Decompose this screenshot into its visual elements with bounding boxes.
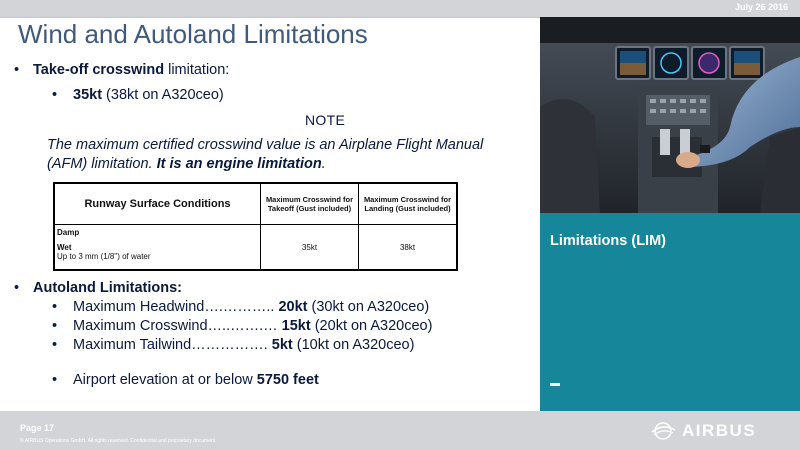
- item-bold: 5kt: [271, 337, 293, 353]
- airbus-logo-icon: [648, 421, 678, 441]
- takeoff-sub-bullet: [73, 87, 224, 103]
- table-header-cell: Maximum Crosswind for Landing (Gust included): [359, 183, 458, 225]
- panel-title: Limitations (LIM): [550, 233, 666, 249]
- takeoff-sub-bold: 35kt: [73, 87, 103, 103]
- bullet-dot: •: [52, 337, 58, 353]
- takeoff-rest: limitation:: [164, 62, 230, 78]
- item-bold: 20kt: [278, 299, 308, 315]
- copyright-text: © AIRBUS Operations GmbH. All rights reserved. Confidential and proprietary document.: [20, 438, 217, 444]
- cockpit-photo: [540, 17, 800, 213]
- item-label: Maximum Headwind….………..: [73, 299, 279, 315]
- note-heading: NOTE: [305, 112, 346, 128]
- item-rest: (20kt on A320ceo): [310, 318, 433, 334]
- elevation-bold: 5750 feet: [256, 372, 319, 388]
- note-regular: The maximum certified crosswind value is an Airplane Flight Manual (AFM) limitation.: [47, 137, 484, 172]
- autoland-item-crosswind: [73, 318, 432, 334]
- note-end: .: [321, 156, 326, 172]
- table-header-cell: Runway Surface Conditions: [54, 183, 261, 225]
- airport-elevation-item: [73, 372, 319, 388]
- takeoff-sub-rest: (38kt on A320ceo): [102, 87, 224, 103]
- slide-date: July 26 2016: [734, 2, 788, 12]
- table-header-row: [54, 183, 457, 225]
- table-cell-conditions: [54, 225, 261, 271]
- autoland-heading: Autoland Limitations:: [33, 280, 183, 296]
- bullet-dot: •: [52, 372, 58, 388]
- elevation-label: Airport elevation at or below: [73, 372, 257, 388]
- item-label: Maximum Tailwind…………….: [73, 337, 272, 353]
- table-cell-takeoff: 35kt: [261, 225, 359, 271]
- item-label: Maximum Crosswind…..…….…: [73, 318, 282, 334]
- note-bold: It is an engine limitation: [156, 156, 322, 172]
- takeoff-bold: Take-off crosswind: [33, 62, 165, 78]
- cockpit-illustration: [540, 17, 800, 213]
- item-bold: 15kt: [281, 318, 311, 334]
- table-header-cell: Maximum Crosswind for Takeoff (Gust included): [261, 183, 359, 225]
- table-cell-landing: 38kt: [359, 225, 458, 271]
- panel-dash: [550, 383, 560, 386]
- footer-bar: [0, 411, 800, 450]
- item-rest: (30kt on A320ceo): [307, 299, 430, 315]
- crosswind-table: [53, 182, 458, 271]
- slide-title: Wind and Autoland Limitations: [18, 19, 368, 49]
- autoland-item-tailwind: [73, 337, 414, 353]
- bullet-dot: •: [14, 62, 20, 78]
- top-bar: [0, 0, 800, 18]
- airbus-logo-text: AIRBUS: [682, 421, 757, 440]
- table-row: [54, 225, 457, 271]
- bullet-dot: •: [52, 318, 58, 334]
- section-panel: [540, 213, 800, 411]
- note-text: [47, 136, 527, 174]
- condition-damp: Damp: [57, 228, 80, 237]
- bullet-dot: •: [14, 280, 20, 296]
- page-number: Page 17: [20, 423, 55, 433]
- airbus-logo: [648, 421, 783, 441]
- condition-wet: Wet: [57, 243, 72, 252]
- autoland-item-headwind: [73, 299, 429, 315]
- bullet-dot: •: [52, 299, 58, 315]
- item-rest: (10kt on A320ceo): [292, 337, 415, 353]
- takeoff-bullet: [33, 62, 229, 78]
- bullet-dot: •: [52, 87, 58, 103]
- condition-water: Up to 3 mm (1/8") of water: [57, 252, 151, 261]
